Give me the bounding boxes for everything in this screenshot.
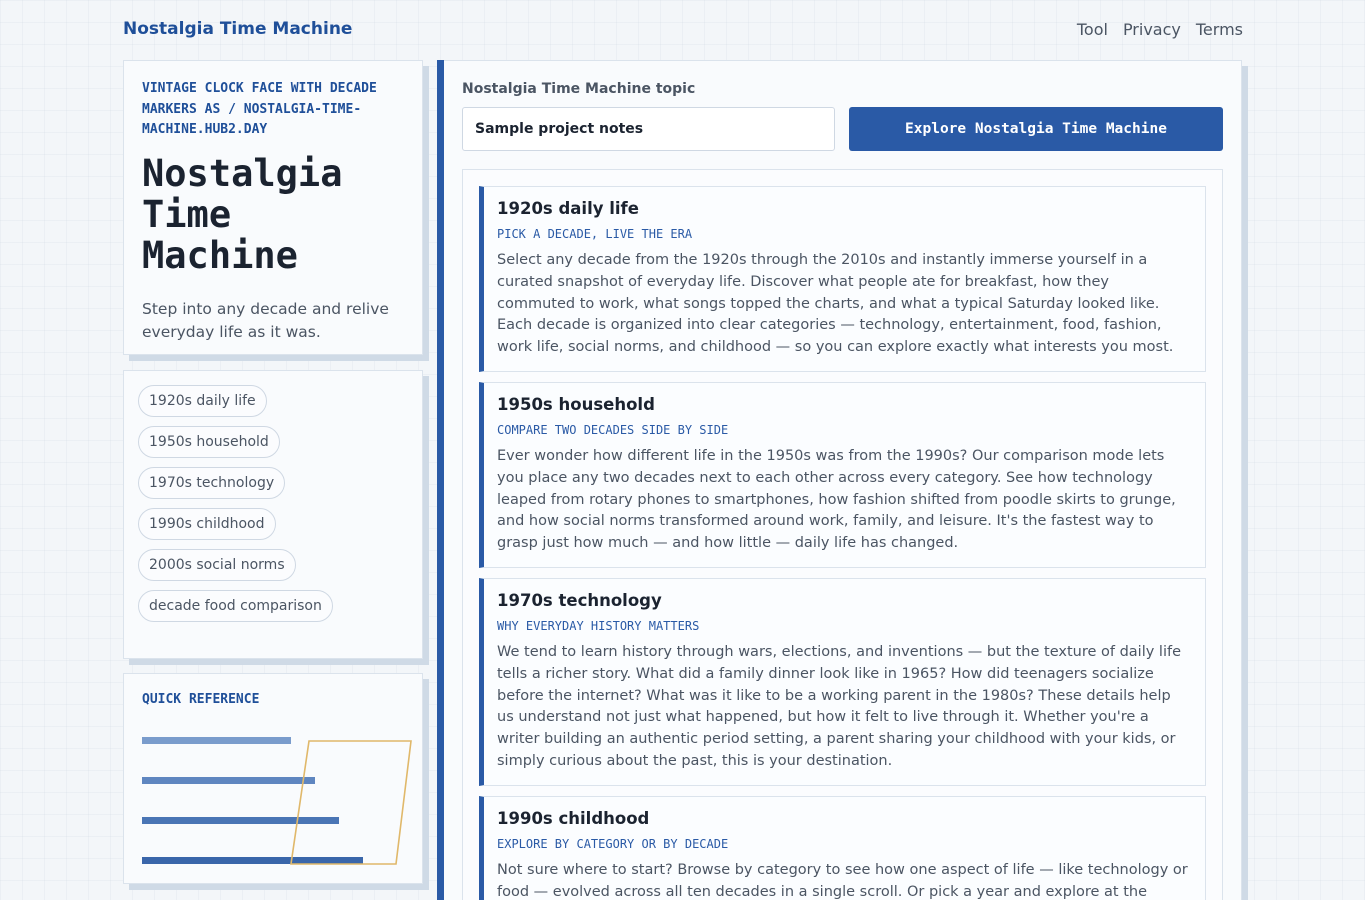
quick-reference-graphic bbox=[124, 724, 424, 884]
nav-link-terms[interactable]: Terms bbox=[1195, 19, 1243, 39]
results-list bbox=[462, 169, 1223, 900]
result-subtitle: COMPARE TWO DECADES SIDE BY SIDE bbox=[497, 422, 729, 437]
chip-1990s-childhood[interactable]: 1990s childhood bbox=[138, 508, 276, 540]
chip-1970s-technology[interactable]: 1970s technology bbox=[138, 467, 285, 499]
result-subtitle: WHY EVERYDAY HISTORY MATTERS bbox=[497, 618, 700, 633]
result-body: Select any decade from the 1920s through the 2010s and instantly immerse yourself in a curated snapshot of everyday life. Discover what people ate for breakfast, how they commuted to work, what songs topped the charts, and what a typical Saturday looked like. Each decade is organized into clear categories — technology, entertainment, food, fashion, work life, social norms, and childhood — so you can explore exactly what interests you most. bbox=[497, 252, 1174, 356]
hero-kicker: VINTAGE CLOCK FACE WITH DECADE MARKERS AS / NOSTALGIA-TIME-MACHINE.HUB2.DAY bbox=[142, 81, 377, 137]
reference-bar bbox=[142, 857, 363, 864]
top-nav bbox=[1077, 20, 1243, 39]
result-title: 1920s daily life bbox=[497, 199, 639, 218]
chip-2000s-social-norms[interactable]: 2000s social norms bbox=[138, 549, 296, 581]
result-body: We tend to learn history through wars, elections, and inventions — but the texture of daily life tells a richer story. What did a family dinner look like in 1965? How did teenagers socialize before the internet? What was it like to be a working parent in the 1980s? These details help us understand not just what happened, but how it felt to live through it. Whether you're a writer building an authentic period setting, a parent sharing your childhood with your kids, or simply curious about the past, this is your destination. bbox=[497, 643, 1181, 769]
reference-bar bbox=[142, 817, 339, 824]
explore-button[interactable]: Explore Nostalgia Time Machine bbox=[849, 107, 1223, 151]
result-body: Ever wonder how different life in the 1950s was from the 1990s? Our comparison mode lets you place any two decades next to each other across every category. See how technology leaped from rotary phones to smartphones, how fashion shifted from poodle skirts to grunge, and how social norms transformed around work, family, and leisure. It's the fastest way to grasp just how much — and how little — daily life has changed. bbox=[497, 447, 1176, 552]
result-subtitle: EXPLORE BY CATEGORY OR BY DECADE bbox=[497, 836, 729, 851]
main-panel bbox=[444, 60, 1242, 900]
result-card bbox=[479, 796, 1206, 900]
chip-decade-food-comparison[interactable]: decade food comparison bbox=[138, 590, 333, 622]
topic-controls bbox=[462, 107, 1223, 151]
nav-link-privacy[interactable]: Privacy bbox=[1122, 19, 1181, 39]
result-title: 1950s household bbox=[497, 394, 655, 414]
frame-outline bbox=[291, 741, 411, 864]
hero-card bbox=[123, 60, 423, 355]
result-subtitle: PICK A DECADE, LIVE THE ERA bbox=[497, 227, 693, 241]
topic-input[interactable] bbox=[462, 107, 835, 151]
chip-1950s-household[interactable]: 1950s household bbox=[138, 426, 280, 458]
brand-logo[interactable]: Nostalgia Time Machine bbox=[123, 19, 353, 39]
quick-reference-card bbox=[123, 673, 423, 884]
result-card bbox=[479, 382, 1206, 568]
reference-bar bbox=[142, 777, 315, 784]
topic-label: Nostalgia Time Machine topic bbox=[462, 81, 696, 97]
top-bar bbox=[123, 18, 1243, 40]
topic-chips-card bbox=[123, 370, 423, 659]
quick-reference-title: QUICK REFERENCE bbox=[142, 692, 260, 707]
hero-tagline: Step into any decade and relive everyday life as it was. bbox=[142, 299, 389, 341]
reference-bar bbox=[142, 737, 291, 744]
result-body: Not sure where to start? Browse by category to see how one aspect of life — like technology or food — evolved across all ten decades in a single scroll. Or pick a year and explore at the bbox=[497, 861, 1188, 900]
main-accent-bar bbox=[437, 60, 444, 900]
nav-link-tool[interactable]: Tool bbox=[1076, 19, 1108, 39]
chip-1920s-daily-life[interactable]: 1920s daily life bbox=[138, 385, 267, 417]
result-title: 1970s technology bbox=[497, 590, 662, 610]
page-title: Nostalgia Time Machine bbox=[142, 151, 343, 277]
result-card bbox=[479, 578, 1206, 786]
result-title: 1990s childhood bbox=[497, 808, 650, 828]
result-card bbox=[479, 186, 1206, 372]
